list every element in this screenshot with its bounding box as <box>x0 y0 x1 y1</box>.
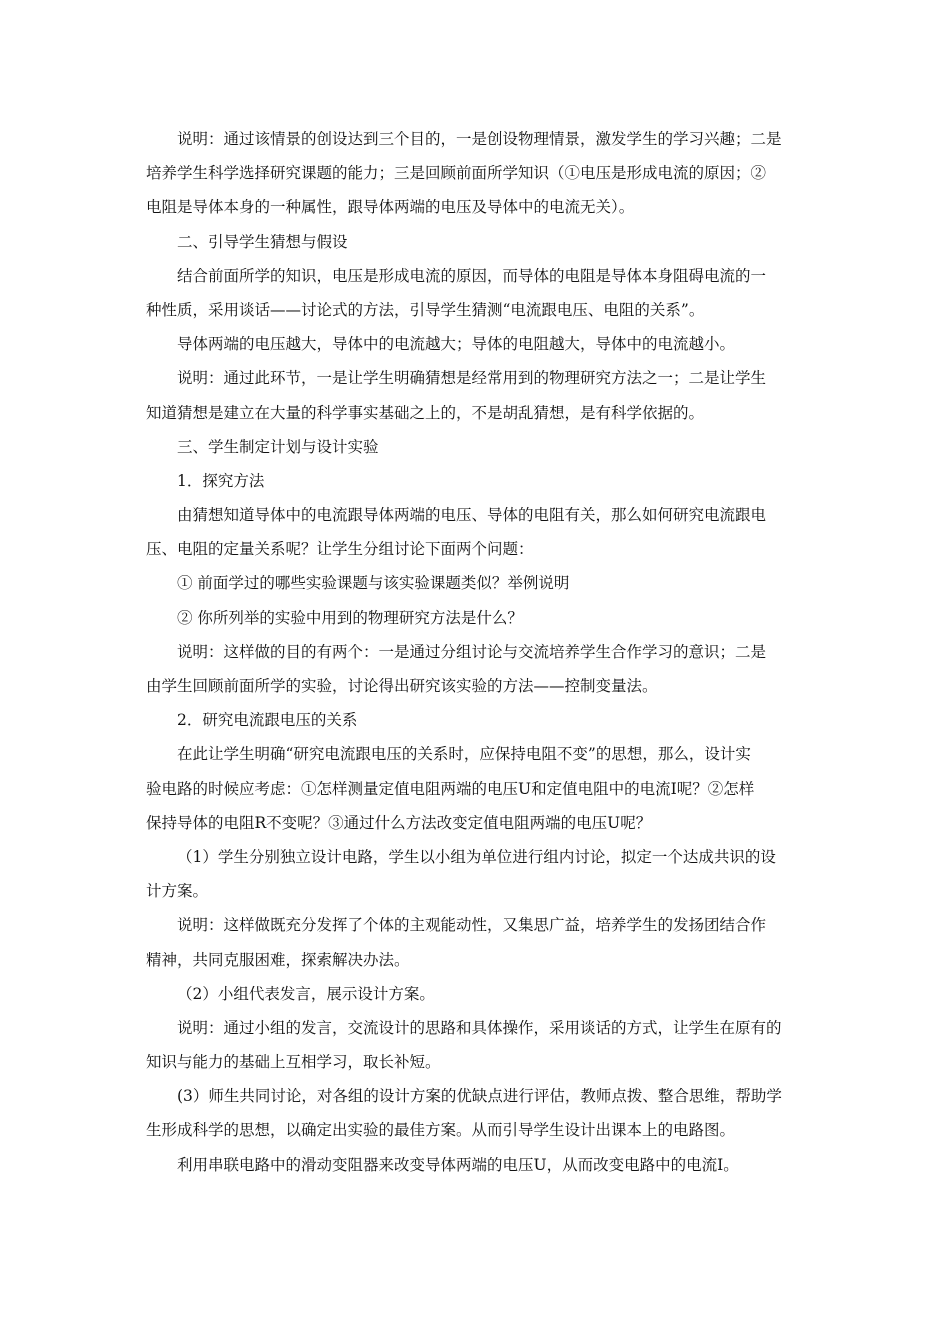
text-line: （2）小组代表发言，展示设计方案。 <box>177 984 435 1003</box>
text-line: 压、电阻的定量关系呢？让学生分组讨论下面两个问题： <box>146 540 534 559</box>
text-line: 二、引导学生猜想与假设 <box>177 232 348 251</box>
text-line: 验电路的时候应考虑：①怎样测量定值电阻两端的电压U和定值电阻中的电流I呢？②怎样 <box>146 779 755 798</box>
text-line: 生形成科学的思想，以确定出实验的最佳方案。从而引导学生设计出课本上的电路图。 <box>146 1121 736 1140</box>
text-line: 由猜想知道导体中的电流跟导体两端的电压、导体的电阻有关，那么如何研究电流跟电 <box>177 506 767 525</box>
text-line: (3）师生共同讨论，对各组的设计方案的优缺点进行评估，教师点拨、整合思维，帮助学 <box>177 1087 782 1106</box>
text-line: ① 前面学过的哪些实验课题与该实验课题类似？举例说明 <box>177 574 570 593</box>
section-heading-hypothesis <box>177 225 807 259</box>
paragraph-explanation-scenario <box>146 122 807 225</box>
text-line: 说明：通过该情景的创设达到三个目的，一是创设物理情景，激发学生的学习兴趣；二是 <box>177 130 782 148</box>
text-line: 导体两端的电压越大，导体中的电流越大；导体的电阻越大，导体中的电流越小。 <box>177 335 736 354</box>
text-line: 结合前面所学的知识，电压是形成电流的原因，而导体的电阻是导体本身阻碍电流的一 <box>177 266 767 285</box>
paragraph-method-intro <box>146 498 807 566</box>
paragraph-step-1 <box>146 840 807 908</box>
subheading-current-voltage <box>177 703 807 737</box>
paragraph-explanation-step-2 <box>146 1011 807 1079</box>
document-body <box>146 122 807 1182</box>
text-line: 计方案。 <box>146 882 209 901</box>
text-line: 说明：这样做的目的有两个：一是通过分组讨论与交流培养学生合作学习的意识；二是 <box>177 642 767 661</box>
paragraph-explanation-step-1 <box>146 908 807 976</box>
text-line: 由学生回顾前面所学的实验，讨论得出研究该实验的方法——控制变量法。 <box>146 677 658 695</box>
text-line: 2．研究电流跟电压的关系 <box>177 711 358 730</box>
list-item-question-1 <box>177 566 807 600</box>
section-heading-plan <box>177 430 807 464</box>
text-line: 说明：通过此环节，一是让学生明确猜想是经常用到的物理研究方法之一；二是让学生 <box>177 369 767 388</box>
text-line: 培养学生科学选择研究课题的能力；三是回顾前面所学知识（①电压是形成电流的原因；② <box>146 164 767 183</box>
subheading-method <box>177 464 807 498</box>
text-line: 说明：这样做既充分发挥了个体的主观能动性，又集思广益，培养学生的发扬团结合作 <box>177 916 767 935</box>
text-line: 精神，共同克服困难，探索解决办法。 <box>146 950 410 969</box>
paragraph-step-2 <box>177 977 807 1011</box>
text-line: ② 你所列举的实验中用到的物理研究方法是什么？ <box>177 608 523 627</box>
paragraph-hypothesis-statement <box>177 327 807 361</box>
paragraph-series-circuit <box>177 1148 807 1182</box>
text-line: 在此让学生明确“研究电流跟电压的关系时，应保持电阻不变”的思想，那么，设计实 <box>177 745 751 764</box>
paragraph-explanation-method <box>146 635 807 703</box>
list-item-question-2 <box>177 601 807 635</box>
text-line: 1．探究方法 <box>177 471 265 490</box>
paragraph-hypothesis-intro <box>146 259 807 327</box>
text-line: 利用串联电路中的滑动变阻器来改变导体两端的电压U，从而改变电路中的电流I。 <box>177 1155 739 1174</box>
text-line: 种性质，采用谈话——讨论式的方法，引导学生猜测“电流跟电压、电阻的关系”。 <box>146 300 705 319</box>
paragraph-circuit-design <box>146 737 807 840</box>
text-line: （1）学生分别独立设计电路，学生以小组为单位进行组内讨论，拟定一个达成共识的设 <box>177 847 776 866</box>
text-line: 说明：通过小组的发言，交流设计的思路和具体操作，采用谈话的方式，让学生在原有的 <box>177 1018 782 1037</box>
text-line: 三、学生制定计划与设计实验 <box>177 437 379 456</box>
paragraph-step-3 <box>146 1079 807 1147</box>
paragraph-explanation-hypothesis <box>146 361 807 429</box>
text-line: 保持导体的电阻R不变呢？③通过什么方法改变定值电阻两端的电压U呢？ <box>146 813 652 832</box>
text-line: 电阻是导体本身的一种属性，跟导体两端的电压及导体中的电流无关）。 <box>146 198 635 217</box>
text-line: 知识与能力的基础上互相学习，取长补短。 <box>146 1053 441 1072</box>
text-line: 知道猜想是建立在大量的科学事实基础之上的，不是胡乱猜想，是有科学依据的。 <box>146 403 705 422</box>
